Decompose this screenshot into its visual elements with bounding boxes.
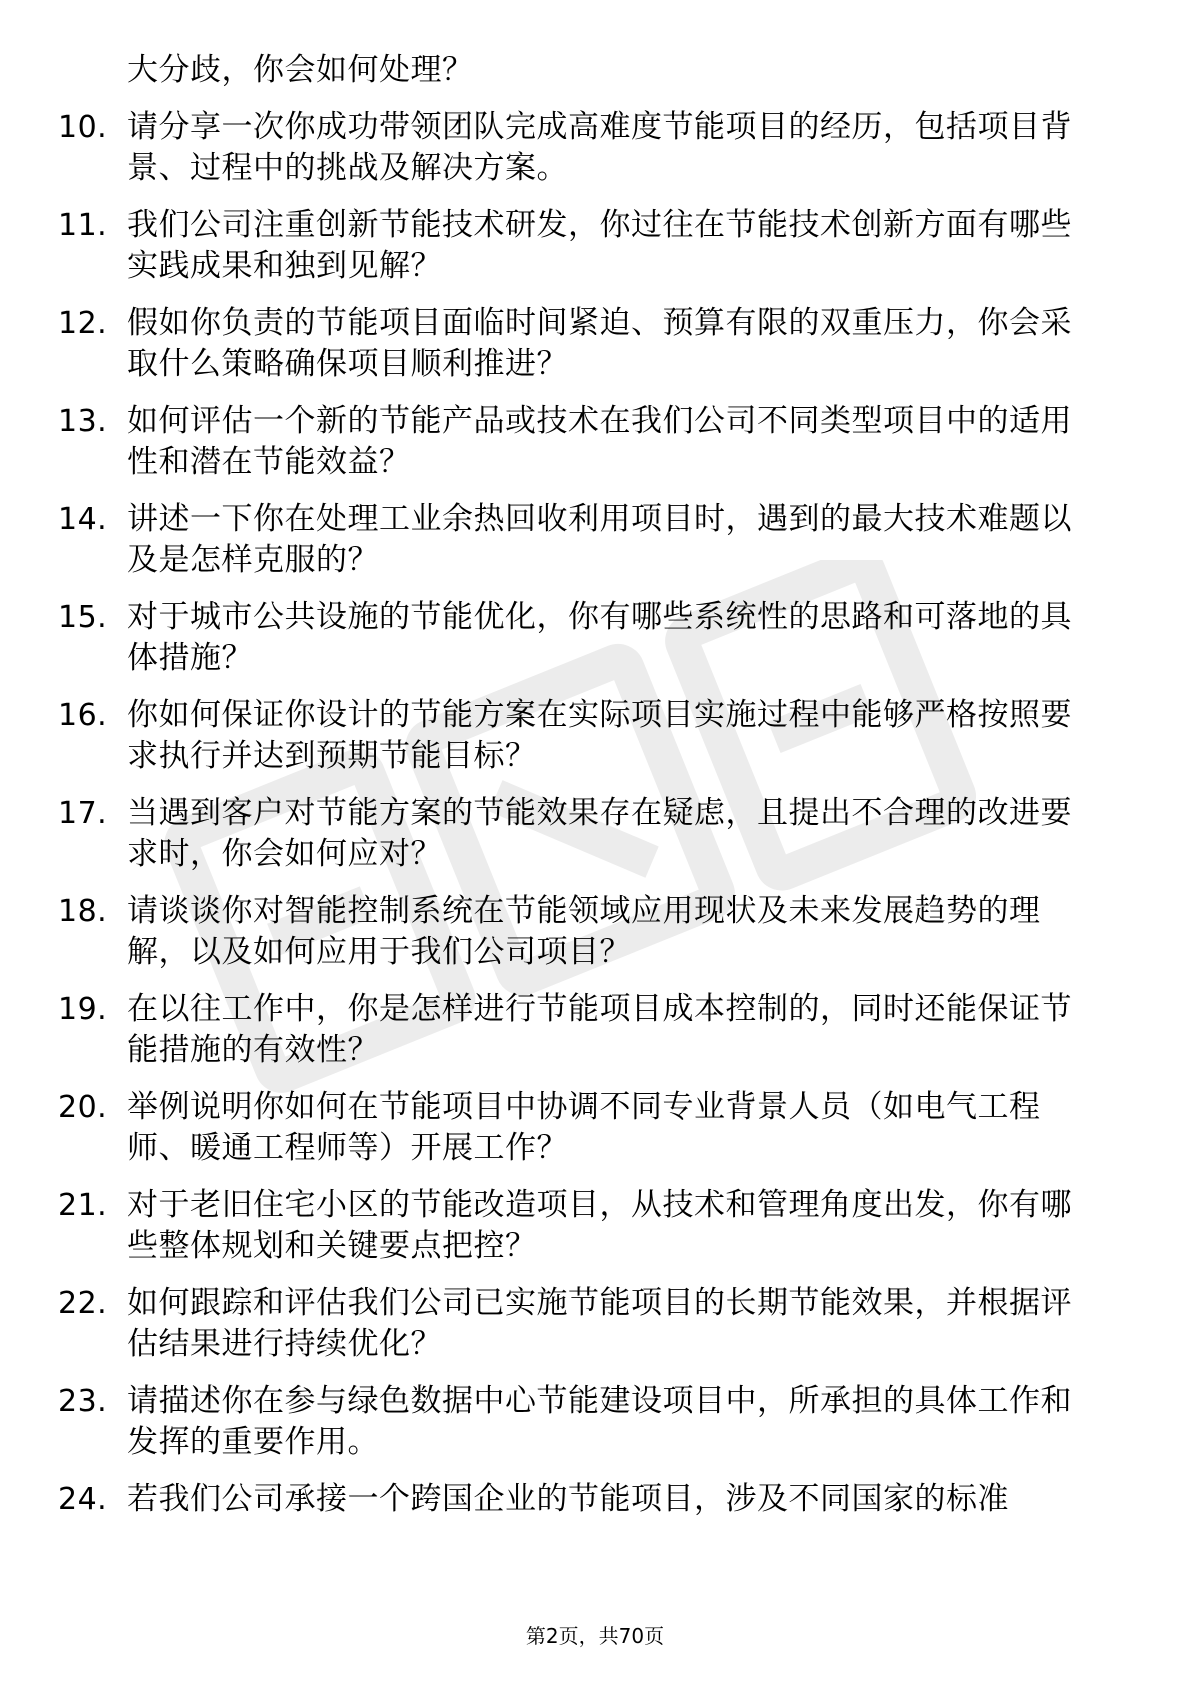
- question-text: 对于老旧住宅小区的节能改造项目，从技术和管理角度出发，你有哪些整体规划和关键要点把控？: [127, 1187, 1072, 1264]
- question-number: 22.: [58, 1286, 108, 1321]
- question-text: 在以往工作中，你是怎样进行节能项目成本控制的，同时还能保证节能措施的有效性？: [127, 991, 1072, 1068]
- list-item: [0, 989, 1190, 1071]
- list-item: [0, 499, 1190, 581]
- question-text: 你如何保证你设计的节能方案在实际项目实施过程中能够严格按照要求执行并达到预期节能目标？: [127, 697, 1072, 774]
- list-item: [0, 891, 1190, 973]
- question-text: 如何评估一个新的节能产品或技术在我们公司不同类型项目中的适用性和潜在节能效益？: [127, 403, 1072, 480]
- question-text: 请谈谈你对智能控制系统在节能领域应用现状及未来发展趋势的理解，以及如何应用于我们公司项目？: [127, 893, 1041, 970]
- question-list: [0, 50, 1190, 1536]
- question-text: 对于城市公共设施的节能优化，你有哪些系统性的思路和可落地的具体措施？: [127, 599, 1072, 676]
- question-number: 17.: [58, 796, 108, 831]
- list-item: [0, 1381, 1190, 1463]
- question-number: 12.: [58, 306, 108, 341]
- list-item: [0, 1185, 1190, 1267]
- list-item: [0, 205, 1190, 287]
- question-number: 11.: [58, 208, 108, 243]
- question-number: 23.: [58, 1384, 108, 1419]
- question-text: 大分歧，你会如何处理？: [127, 52, 474, 88]
- list-item: [0, 597, 1190, 679]
- question-text: 我们公司注重创新节能技术研发，你过往在节能技术创新方面有哪些实践成果和独到见解？: [127, 207, 1072, 284]
- question-number: 19.: [58, 992, 108, 1027]
- page-number: 第2页，共70页: [525, 1624, 665, 1648]
- list-item: [0, 1283, 1190, 1365]
- question-number: 20.: [58, 1090, 108, 1125]
- list-item: [0, 1087, 1190, 1169]
- question-number: 15.: [58, 600, 108, 635]
- question-number: 21.: [58, 1188, 108, 1223]
- list-item: [0, 303, 1190, 385]
- list-item: [0, 107, 1190, 189]
- question-number: 18.: [58, 894, 108, 929]
- question-text: 假如你负责的节能项目面临时间紧迫、预算有限的双重压力，你会采取什么策略确保项目顺利推进？: [127, 305, 1072, 382]
- question-number: 10.: [58, 110, 108, 145]
- question-number: 14.: [58, 502, 108, 537]
- question-text: 讲述一下你在处理工业余热回收利用项目时，遇到的最大技术难题以及是怎样克服的？: [127, 501, 1072, 578]
- question-text: 如何跟踪和评估我们公司已实施节能项目的长期节能效果，并根据评估结果进行持续优化？: [127, 1285, 1072, 1362]
- list-item: [0, 50, 1190, 91]
- question-text: 举例说明你如何在节能项目中协调不同专业背景人员（如电气工程师、暖通工程师等）开展工作？: [127, 1089, 1041, 1166]
- question-number: 13.: [58, 404, 108, 439]
- question-text: 若我们公司承接一个跨国企业的节能项目，涉及不同国家的标准: [127, 1481, 1009, 1517]
- question-text: 请分享一次你成功带领团队完成高难度节能项目的经历，包括项目背景、过程中的挑战及解决方案。: [127, 109, 1072, 186]
- question-text: 请描述你在参与绿色数据中心节能建设项目中，所承担的具体工作和发挥的重要作用。: [127, 1383, 1072, 1460]
- list-item: [0, 695, 1190, 777]
- question-number: 16.: [58, 698, 108, 733]
- list-item: [0, 1479, 1190, 1520]
- question-number: 24.: [58, 1482, 108, 1517]
- list-item: [0, 793, 1190, 875]
- question-text: 当遇到客户对节能方案的节能效果存在疑虑，且提出不合理的改进要求时，你会如何应对？: [127, 795, 1072, 872]
- list-item: [0, 401, 1190, 483]
